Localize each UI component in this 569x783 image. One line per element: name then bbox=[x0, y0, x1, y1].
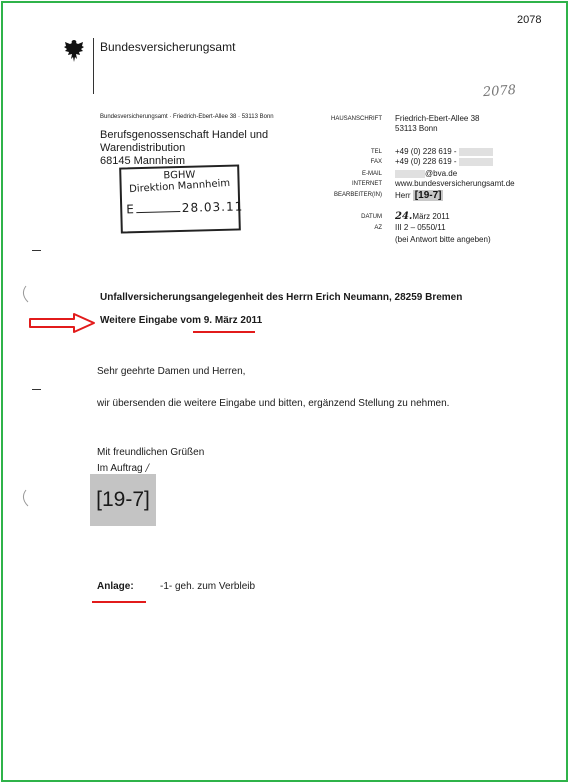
bearbeiter-ref: [19-7] bbox=[414, 190, 442, 201]
internet-value: www.bundesversicherungsamt.de bbox=[395, 179, 515, 188]
sender-line: Bundesversicherungsamt · Friedrich-Ebert-Allee 38 · 53113 Bonn bbox=[100, 114, 274, 120]
subject-line: Unfallversicherungsangelegenheit des Herrn Erich Neumann, 28259 Bremen bbox=[100, 292, 463, 303]
datum-label: DATUM bbox=[361, 214, 382, 220]
fax-label: FAX bbox=[370, 159, 382, 165]
im-auftrag: Im Auftrag / bbox=[97, 463, 150, 474]
stamp-date: 28.03.11 bbox=[181, 199, 244, 215]
received-stamp bbox=[119, 164, 244, 233]
hausanschrift-line-2: 53113 Bonn bbox=[395, 124, 438, 133]
redacted-email-user bbox=[395, 170, 425, 178]
fax-number: +49 (0) 228 619 - bbox=[395, 157, 457, 166]
az-note: (bei Antwort bitte angeben) bbox=[395, 235, 491, 244]
hausanschrift-value bbox=[395, 114, 479, 134]
recipient-line-2: Warendistribution bbox=[100, 142, 186, 154]
anlage-text: -1- geh. zum Verbleib bbox=[160, 581, 256, 592]
datum-month-year: März 2011 bbox=[412, 212, 450, 221]
email-label: E-MAIL bbox=[361, 171, 382, 177]
red-underline bbox=[92, 601, 146, 603]
hausanschrift-label: HAUSANSCHRIFT bbox=[330, 116, 382, 122]
tel-number: +49 (0) 228 619 - bbox=[395, 147, 457, 156]
redacted-extension bbox=[459, 158, 493, 166]
closing: Mit freundlichen Grüßen bbox=[97, 447, 205, 458]
stamp-date-line bbox=[126, 199, 243, 216]
handwritten-page-number: 2078 bbox=[482, 82, 517, 101]
recipient-line-3: 68145 Mannheim bbox=[100, 155, 186, 167]
stamp-line-1: BGHW bbox=[163, 169, 196, 182]
bearbeiter-prefix: Herr bbox=[395, 191, 411, 200]
email-domain: @bva.de bbox=[425, 169, 458, 178]
redacted-extension bbox=[459, 148, 493, 156]
red-arrow-icon bbox=[28, 312, 96, 334]
bearbeiter-value bbox=[395, 190, 443, 201]
fold-mark bbox=[32, 250, 41, 251]
further-date: 9. März 2011 bbox=[203, 315, 263, 326]
anlage-label: Anlage: bbox=[97, 581, 134, 592]
punch-hole-mark bbox=[20, 488, 40, 508]
email-value bbox=[395, 169, 457, 178]
hausanschrift-line-1: Friedrich-Ebert-Allee 38 bbox=[395, 114, 480, 123]
page-frame bbox=[1, 1, 568, 782]
fax-value bbox=[395, 157, 493, 166]
bearbeiter-label: BEARBEITER(IN) bbox=[333, 192, 382, 198]
tel-value bbox=[395, 147, 493, 156]
stamp-prefix: E bbox=[126, 202, 135, 217]
recipient-address bbox=[100, 129, 268, 168]
red-underline bbox=[193, 331, 255, 333]
az-label: AZ bbox=[374, 225, 382, 231]
signature-redaction: [19-7] bbox=[90, 474, 156, 526]
further-prefix: Weitere Eingabe vom bbox=[100, 315, 204, 326]
stamp-line-2: Direktion Mannheim bbox=[128, 177, 231, 196]
agency-name: Bundesversicherungsamt bbox=[100, 40, 236, 54]
recipient-line-1: Berufsgenossenschaft Handel und bbox=[100, 129, 269, 141]
datum-value bbox=[395, 211, 450, 222]
punch-hole-mark bbox=[20, 284, 40, 304]
body-text: wir übersenden die weitere Eingabe und bitten, ergänzend Stellung zu nehmen. bbox=[97, 398, 450, 409]
internet-label: INTERNET bbox=[352, 181, 382, 187]
further-submission-line bbox=[100, 315, 262, 326]
datum-day: 24. bbox=[395, 211, 413, 222]
letterhead-divider bbox=[93, 38, 94, 94]
az-value: III 2 – 0550/11 bbox=[395, 223, 446, 232]
tel-label: TEL bbox=[370, 149, 382, 155]
federal-eagle-icon bbox=[62, 38, 86, 64]
salutation: Sehr geehrte Damen und Herren, bbox=[97, 366, 246, 377]
im-auftrag-text: Im Auftrag bbox=[97, 463, 143, 474]
page-number: 2078 bbox=[517, 14, 542, 26]
fold-mark bbox=[32, 389, 41, 390]
